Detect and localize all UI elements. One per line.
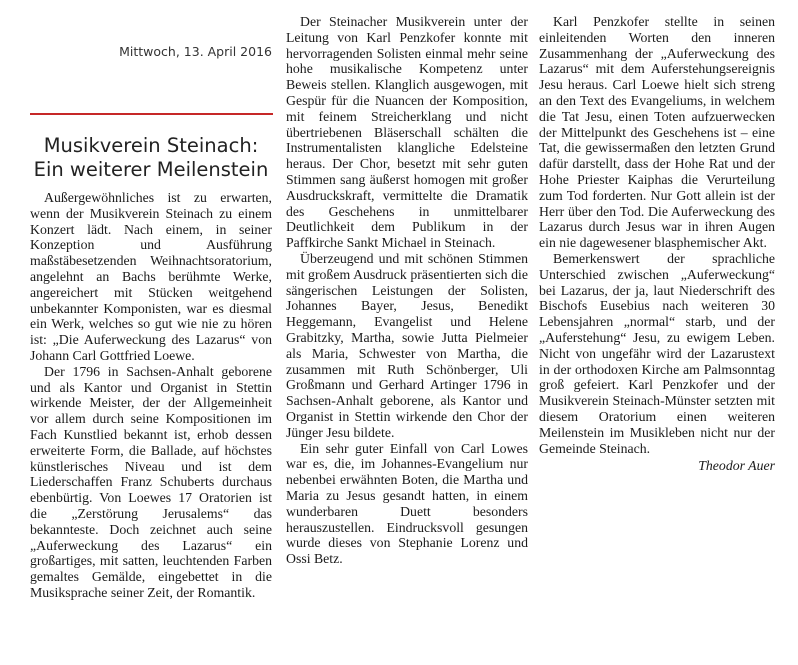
headline-line-2: Ein weiterer Meilenstein	[33, 158, 269, 181]
article-column-2	[286, 14, 528, 567]
paragraph-1: Außergewöhnliches ist zu erwarten, wenn der Musikverein Steinach zu einem Konzert lädt. Nach einem, in seiner Konzeption und Ausführung maßstäbesetzenden Weihnachtsoratorium, angelehnt an Bachs berühmte Werke, angereichert mit Stücken weitgehend unbekannter Komponisten, war es diesmal ein Werk, welches so gut wie nie zu hören ist: „Die Auferweckung des Lazarus“ von Johann Carl Gottfried Loewe.	[30, 190, 272, 363]
headline	[30, 134, 272, 182]
headline-line-1: Musikverein Steinach:	[43, 134, 259, 157]
paragraph-7: Bemerkenswert der sprachliche Unterschied zwischen „Auferweckung“ bei Lazarus, der ja, laut Niederschrift des Bischofs Eusebius nach weiteren 30 Lebensjahren „normal“ starb, und der „Auferstehung“ Jesu, zu ewigem Leben. Nicht von ungefähr wird der Lazarustext in der orthodoxen Kirche am Palmsonntag groß gefeiert. Karl Penzkofer und der Musikverein Steinach-Münster setzten mit diesem Oratorium einen weiteren Meilenstein im Musikleben nicht nur der Gemeinde Steinach.	[539, 250, 775, 456]
article-column-3	[539, 14, 775, 474]
paragraph-2: Der 1796 in Sachsen-Anhalt geborene und als Kantor und Organist in Stettin wirkende Meister, der der Allgemeinheit vor allem durch seine Kompositionen im Fach Kunstlied bekannt ist, erhob dessen erweiterte Form, die Ballade, auf höchstes künstlerisches Niveau und ist dem Liederschaffen Franz Schuberts durchaus ebenbürtig. Von Loewes 17 Oratorien ist die „Zerstörung Jerusalems“ das bekannteste. Doch zeichnet auch seine „Auferweckung des Lazarus“ ein großartiges, mit satten, leuchtenden Farben gemaltes Gemälde, eingebettet in die Musiksprache seiner Zeit, der Romantik.	[30, 363, 272, 600]
paragraph-3: Der Steinacher Musikverein unter der Leitung von Karl Penzkofer konnte mit hervorragenden Solisten einmal mehr seine hohe musikalische Kompetenz unter Beweis stellen. Klanglich ausgewogen, mit Gespür für die Nuancen der Komposition, mit feinem Streicherklang und nicht übertriebenen Bläserschall schälten die Instrumentalisten klangliche Edelsteine heraus. Der Chor, besetzt mit sehr guten Stimmen sang äußerst homogen mit großer Ausdruckskraft, vermittelte die Dramatik des Geschehens in unmittelbarer Deutlichkeit dem Publikum in der Paffkirche Sankt Michael in Steinach.	[286, 14, 528, 251]
publication-date: Mittwoch, 13. April 2016	[119, 44, 272, 59]
paragraph-5: Ein sehr guter Einfall von Carl Lowes war es, die, im Johannes-Evangelium nur nebenbei erwähnten Boten, die Martha und Maria zu Jesus gesandt hatten, in einem wunderbaren Duett besonders herauszustellen. Eindrucksvoll gesungen wurde dieses von Stephanie Lorenz und Ossi Betz.	[286, 440, 528, 567]
article-column-1	[30, 190, 272, 601]
paragraph-6: Karl Penzkofer stellte in seinen einleitenden Worten den inneren Zusammenhang der „Auferweckung des Lazarus“ mit dem Auferstehungsereignis Jesu heraus. Carl Loewe hielt sich streng an den Text des Evangeliums, in welchem die Tat Jesu, einen Toten aufzuerwecken der Mittelpunkt des Geschehens ist – eine Tat, die gewissermaßen den letzten Grund dafür darstellt, dass der Hohe Rat und der Hohe Priester Kaiphas die Verurteilung zum Tod forderten. Nur Gott allein ist der Herr über den Tod. Die Auferweckung des Lazarus durch Jesus war in ihren Augen ein nie dagewesener blasphemischer Akt.	[539, 14, 775, 251]
author-byline: Theodor Auer	[698, 458, 775, 474]
headline-rule	[30, 113, 273, 115]
paragraph-4: Überzeugend und mit schönen Stimmen mit großem Ausdruck präsentierten sich die sängerischen Leistungen der Solisten, Johannes Bayer, Jesus, Benedikt Heggemann, Evangelist und Helene Grabitzky, Martha, sowie Jutta Pielmeier als Maria, Schwester von Martha, die zusammen mit Ruth Schönberger, Uli Großmann und Gerhard Artinger 1796 in Sachsen-Anhalt geborene, als Kantor und Organist in Stettin wirkende den Chor der Jünger Jesu bildete.	[286, 250, 528, 440]
